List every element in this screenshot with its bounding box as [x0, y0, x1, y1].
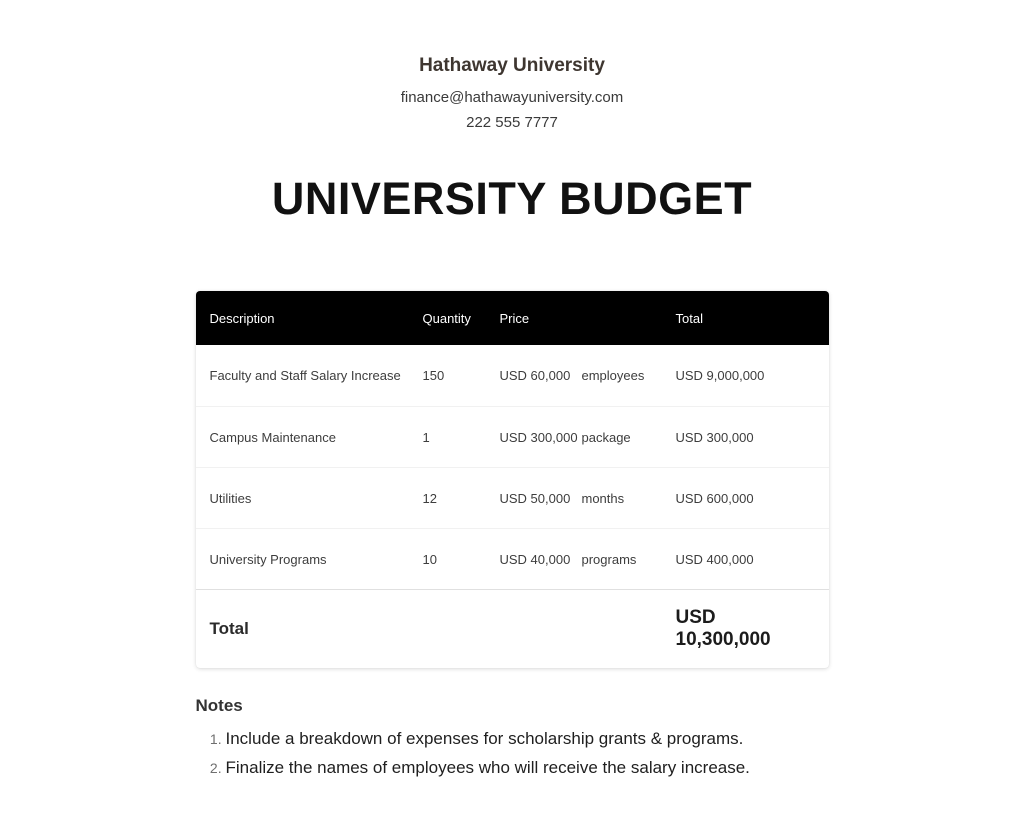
table-row	[196, 345, 829, 406]
cell-quantity: 12	[422, 490, 437, 506]
cell-quantity: 150	[422, 368, 445, 383]
cell-description: University Programs	[209, 551, 327, 567]
cell-price: USD 50,000	[499, 490, 571, 506]
note-item: 1. Include a breakdown of expenses for scholarship grants & programs.	[226, 724, 829, 753]
cell-price: USD 300,000	[499, 429, 578, 445]
table-row	[196, 406, 829, 467]
cell-unit: package	[581, 429, 631, 445]
table-header-row	[196, 291, 829, 345]
cell-price: USD 40,000	[499, 551, 571, 567]
cell-description: Faculty and Staff Salary Increase	[209, 368, 401, 383]
budget-document	[196, 0, 829, 782]
page-title: UNIVERSITY BUDGET	[271, 173, 753, 224]
cell-quantity: 1	[422, 429, 430, 445]
total-value: USD 10,300,000	[675, 607, 771, 650]
cell-total: USD 600,000	[675, 490, 754, 506]
cell-description: Utilities	[209, 490, 252, 506]
budget-table	[196, 291, 829, 668]
org-email: finance@hathawayuniversity.com	[400, 89, 624, 106]
column-header-price: Price	[499, 310, 530, 326]
total-label: Total	[209, 619, 249, 638]
column-header-total: Total	[675, 310, 703, 326]
cell-unit: months	[581, 490, 625, 506]
column-header-description: Description	[209, 310, 275, 326]
org-header	[196, 0, 829, 135]
cell-description: Campus Maintenance	[209, 429, 336, 445]
table-row	[196, 467, 829, 528]
cell-price: USD 60,000	[499, 368, 571, 383]
column-header-quantity: Quantity	[422, 310, 471, 326]
notes-section	[196, 694, 829, 782]
org-phone: 222 555 7777	[466, 114, 558, 131]
cell-unit: programs	[581, 551, 637, 567]
cell-unit: employees	[581, 368, 645, 383]
cell-total: USD 400,000	[675, 551, 754, 567]
cell-total: USD 9,000,000	[675, 368, 765, 383]
note-item: 2. Finalize the names of employees who will receive the salary increase.	[226, 753, 829, 782]
cell-quantity: 10	[422, 551, 437, 567]
cell-total: USD 300,000	[675, 429, 754, 445]
notes-list	[196, 724, 829, 782]
notes-heading: Notes	[195, 696, 243, 715]
table-row	[196, 528, 829, 589]
org-name: Hathaway University	[419, 55, 605, 76]
table-total-row	[196, 589, 829, 668]
